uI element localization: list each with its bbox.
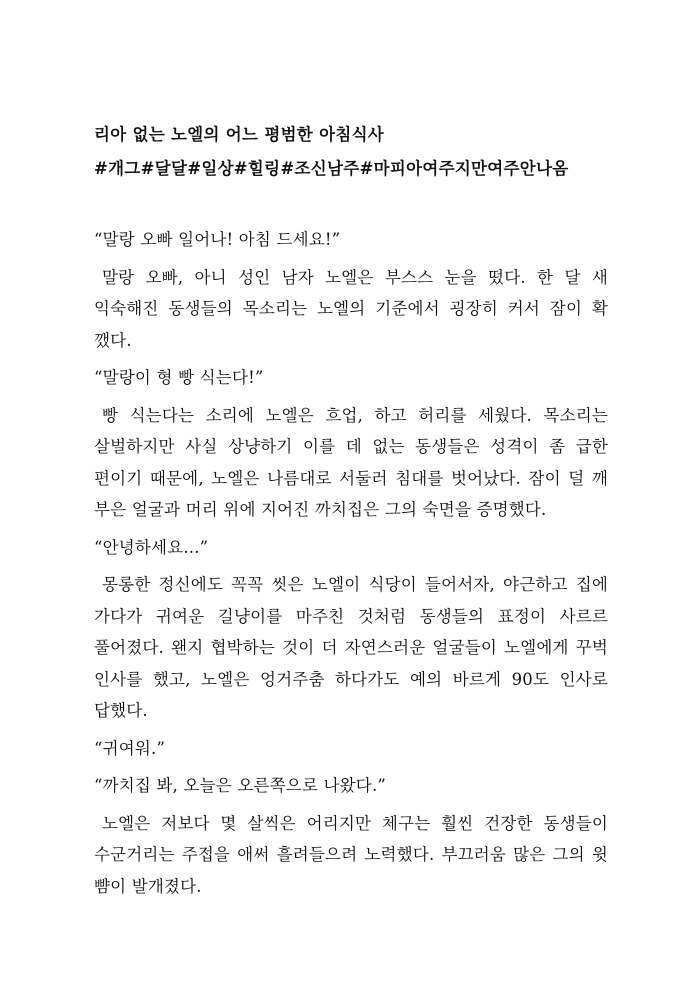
document-title: 리아 없는 노엘의 어느 평범한 아침식사 bbox=[94, 125, 385, 144]
narration-paragraph: 노엘은 저보다 몇 살씩은 어리지만 체구는 훨씬 건장한 동생들이 수군거리는 주접을 애써 흘려들으려 노력했다. 부끄러움 많은 그의 윗 뺨이 발개졌다. bbox=[94, 813, 608, 896]
narration-paragraph: 말랑 오빠, 아니 성인 남자 노엘은 부스스 눈을 떴다. 한 달 새 익숙해진 동생들의 목소리는 노엘의 기준에서 굉장히 커서 잠이 확 깼다. bbox=[94, 267, 608, 350]
dialog-line: “말랑 오빠 일어나! 아침 드세요!” bbox=[94, 230, 341, 249]
dialog-line: “귀여워.” bbox=[94, 738, 166, 758]
title-block bbox=[94, 118, 614, 186]
dialog-line: “까치집 봐, 오늘은 오른쪽으로 나왔다.” bbox=[94, 776, 387, 795]
document-tags: #개그#달달#일상#힐링#조신남주#마피아여주지만여주안나옴 bbox=[94, 159, 569, 178]
document-body bbox=[94, 224, 608, 908]
narration-paragraph: 몽롱한 정신에도 꼭꼭 씻은 노엘이 식당이 들어서자, 야근하고 집에 가다가 귀여운 길냥이를 마주친 것처럼 동생들의 표정이 사르르 풀어졌다. 왠지 협박하는 것이 더 자연스러운 얼굴들이 노엘에게 꾸벅 인사를 했고, 노엘은 엉거주춤 하다가도 예의 바르게 90도 인사로 답했다. bbox=[94, 575, 608, 720]
dialog-line: “말랑이 형 빵 식는다!” bbox=[94, 368, 264, 387]
narration-paragraph: 빵 식는다는 소리에 노엘은 흐업, 하고 허리를 세웠다. 목소리는 살벌하지만 사실 상냥하기 이를 데 없는 동생들은 성격이 좀 급한 편이기 때문에, 노엘은 나름대로 서둘러 침대를 벗어났다. 잠이 덜 깨 부은 얼굴과 머리 위에 지어진 까치집은 그의 숙면을 증명했다. bbox=[94, 405, 608, 519]
dialog-line: “안녕하세요...” bbox=[94, 537, 209, 557]
